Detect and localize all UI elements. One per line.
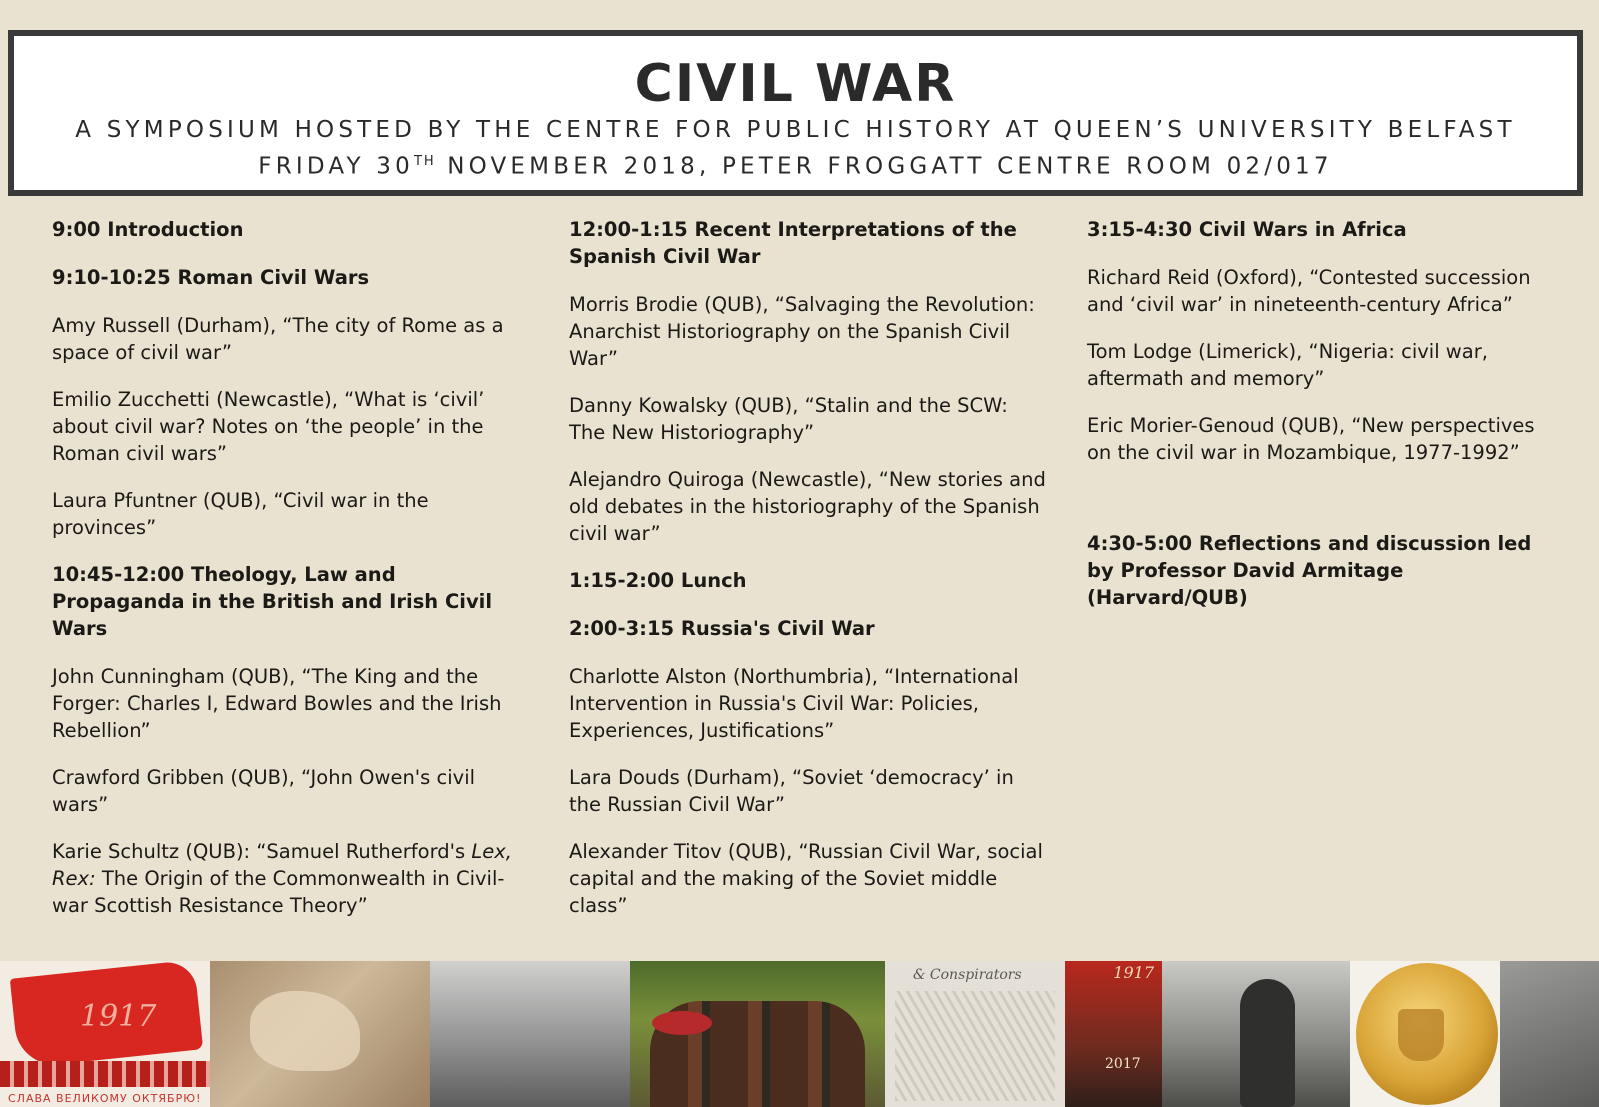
talk-item: Morris Brodie (QUB), “Salvaging the Revolution: Anarchist Historiography on the Spanish Civil War” [569, 293, 1035, 370]
african-soldiers-photo [630, 961, 885, 1107]
figure-silhouette [1240, 979, 1295, 1107]
crowd-graphic [0, 1061, 210, 1087]
battle-engraving-image [1500, 961, 1599, 1107]
engraving-sketch [895, 991, 1055, 1101]
programme-column-2 [569, 216, 1049, 939]
talk-item: Laura Pfuntner (QUB), “Civil war in the provinces” [52, 489, 429, 539]
soviet-poster-image [0, 961, 210, 1107]
talk-item: Amy Russell (Durham), “The city of Rome as a space of civil war” [52, 314, 504, 364]
talk-item: Tom Lodge (Limerick), “Nigeria: civil war, aftermath and memory” [1087, 340, 1488, 390]
poster-year: 1917 [1113, 963, 1154, 982]
date-prefix: FRIDAY 30 [258, 153, 414, 180]
flag-year: 1917 [80, 999, 157, 1034]
spanish-war-photo [430, 961, 630, 1107]
session-africa-title: 3:15-4:30 Civil Wars in Africa [1087, 218, 1407, 241]
talk-item: Lara Douds (Durham), “Soviet ‘democracy’ in the Russian Civil War” [569, 766, 1014, 816]
session-closing: 4:30-5:00 Reflections and discussion led by Professor David Armitage (Harvard/QUB) [1087, 532, 1532, 609]
session-spanish-title: 12:00-1:15 Recent Interpretations of the Spanish Civil War [569, 218, 1017, 268]
talk-item: John Cunningham (QUB), “The King and the Forger: Charles I, Edward Bowles and the Irish Rebellion” [52, 665, 502, 742]
header-banner [8, 30, 1583, 196]
programme-column-3 [1087, 216, 1557, 632]
coin-crest [1398, 1009, 1444, 1061]
talk-item: Crawford Gribben (QUB), “John Owen's civil wars” [52, 766, 476, 816]
talk-item [52, 838, 532, 919]
date-rest: NOVEMBER 2018, PETER FROGGATT CENTRE ROOM 02/017 [435, 153, 1333, 180]
talk-item: Danny Kowalsky (QUB), “Stalin and the SCW: The New Historiography” [569, 394, 1008, 444]
militia-woman-photo [1162, 961, 1350, 1107]
page-title: CIVIL WAR [634, 54, 957, 114]
roman-relief-image [210, 961, 430, 1107]
session-russia-title: 2:00-3:15 Russia's Civil War [569, 617, 875, 640]
talk-item: Emilio Zucchetti (Newcastle), “What is ‘civil’ about civil war? Notes on ‘the people’ in the Roman civil wars” [52, 388, 485, 465]
red-beret [652, 1011, 712, 1035]
talk-item: Alejandro Quiroga (Newcastle), “New stories and old debates in the historiography of the Spanish civil war” [569, 468, 1046, 545]
revolution-poster-image [1065, 961, 1162, 1107]
talk-text: The Origin of the Commonwealth in Civil-war Scottish Resistance Theory” [52, 867, 505, 917]
image-strip [0, 961, 1599, 1107]
talk-text: Karie Schultz (QUB): “Samuel Rutherford's [52, 840, 472, 863]
book-title: Lex, Rex: [52, 840, 512, 890]
poster-badge: 2017 [1105, 1056, 1141, 1072]
programme-column-1 [52, 216, 532, 939]
conspirators-engraving [885, 961, 1065, 1107]
session-theology-title: 10:45-12:00 Theology, Law and Propaganda in the British and Irish Civil Wars [52, 563, 493, 640]
subtitle: A SYMPOSIUM HOSTED BY THE CENTRE FOR PUBLIC HISTORY AT QUEEN’S UNIVERSITY BELFAST [75, 117, 1516, 143]
talk-item: Charlotte Alston (Northumbria), “International Intervention in Russia's Civil War: Policies, Experiences, Justifications” [569, 665, 1019, 742]
session-lunch: 1:15-2:00 Lunch [569, 569, 747, 592]
session-introduction: 9:00 Introduction [52, 218, 244, 241]
gold-coin-image [1350, 961, 1500, 1107]
poster-caption: СЛАВА ВЕЛИКОМУ ОКТЯБРЮ! [8, 1092, 202, 1105]
talk-item: Richard Reid (Oxford), “Contested succession and ‘civil war’ in nineteenth-century Africa” [1087, 266, 1531, 316]
spacer [1087, 486, 1557, 530]
horse-relief [250, 991, 360, 1071]
talk-item: Alexander Titov (QUB), “Russian Civil War, social capital and the making of the Soviet middle class” [569, 840, 1043, 917]
talk-item: Eric Morier-Genoud (QUB), “New perspectives on the civil war in Mozambique, 1977-1992” [1087, 414, 1535, 464]
engraving-caption: & Conspirators [913, 967, 1022, 983]
date-suffix: TH [413, 154, 436, 169]
event-date-location [14, 146, 1577, 183]
session-roman-title: 9:10-10:25 Roman Civil Wars [52, 266, 370, 289]
